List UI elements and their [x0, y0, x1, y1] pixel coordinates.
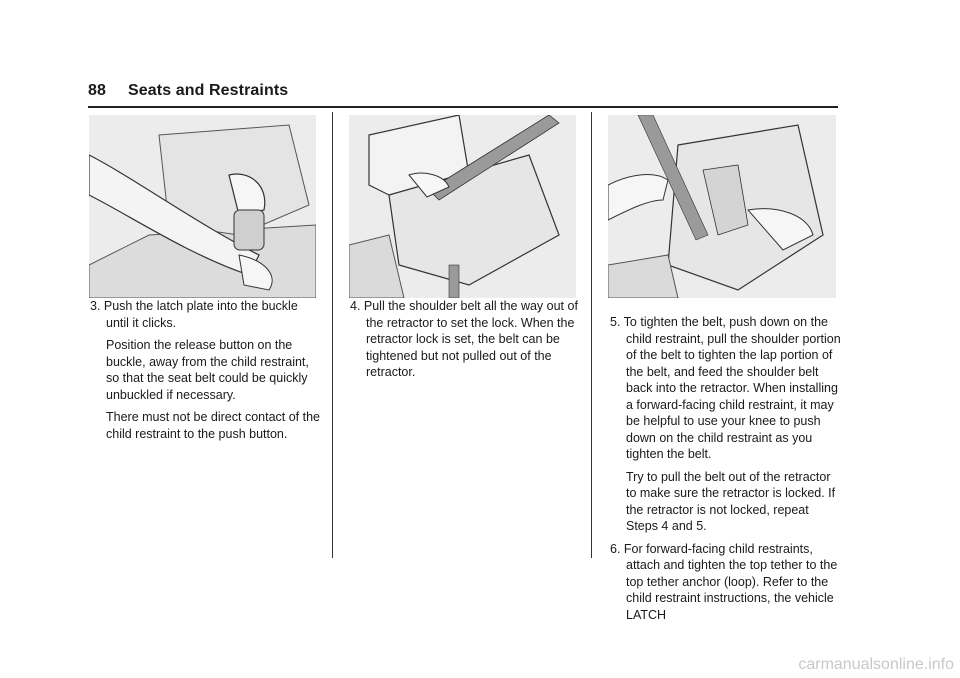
column-1 — [90, 298, 322, 448]
step-6: 6. For forward-facing child restraints, attach and tighten the top tether to the top tether anchor (loop). Refer to the child restraint instructions, the vehicle LATCH — [610, 541, 838, 622]
tighten-belt-illustration-icon — [608, 115, 836, 298]
step-5-note: Try to pull the belt out of the retractor to make sure the retractor is locked. If the retractor is not locked, repeat Steps 4 and 5. — [626, 469, 836, 533]
latch-plate-figure — [89, 115, 316, 298]
section-title: Seats and Restraints — [128, 82, 289, 99]
step-3: 3. Push the latch plate into the buckle until it clicks. — [90, 299, 298, 330]
column-divider-1 — [332, 112, 333, 558]
step-5: 5. To tighten the belt, push down on the child restraint, pull the shoulder portion of the belt to tighten the lap portion of the belt, and feed the shoulder belt back into the retractor. When installing a forward-facing child restraint, it may be helpful to use your knee to push down on the child restraint as you tighten the belt. — [610, 315, 841, 461]
step-4: 4. Pull the shoulder belt all the way out of the retractor to set the lock. When the retractor lock is set, the belt can be tightened but not pulled out of the retractor. — [350, 299, 578, 379]
latch-plate-into-buckle-illustration-icon — [89, 115, 316, 298]
column-3 — [610, 314, 842, 629]
tighten-belt-figure — [608, 115, 836, 298]
watermark: carmanualsonline.info — [798, 656, 954, 673]
page-number: 88 — [88, 82, 106, 99]
step-3-note-2: There must not be direct contact of the child restraint to the push button. — [106, 410, 321, 441]
column-divider-2 — [591, 112, 592, 558]
column-2 — [350, 298, 582, 387]
page-header — [88, 82, 288, 100]
step-3-note-1: Position the release button on the buckle, away from the child restraint, so that the seat belt could be quickly unbuckled if necessary. — [106, 338, 309, 402]
header-rule — [88, 106, 838, 108]
pull-shoulder-belt-illustration-icon — [349, 115, 576, 298]
shoulder-belt-figure — [349, 115, 576, 298]
